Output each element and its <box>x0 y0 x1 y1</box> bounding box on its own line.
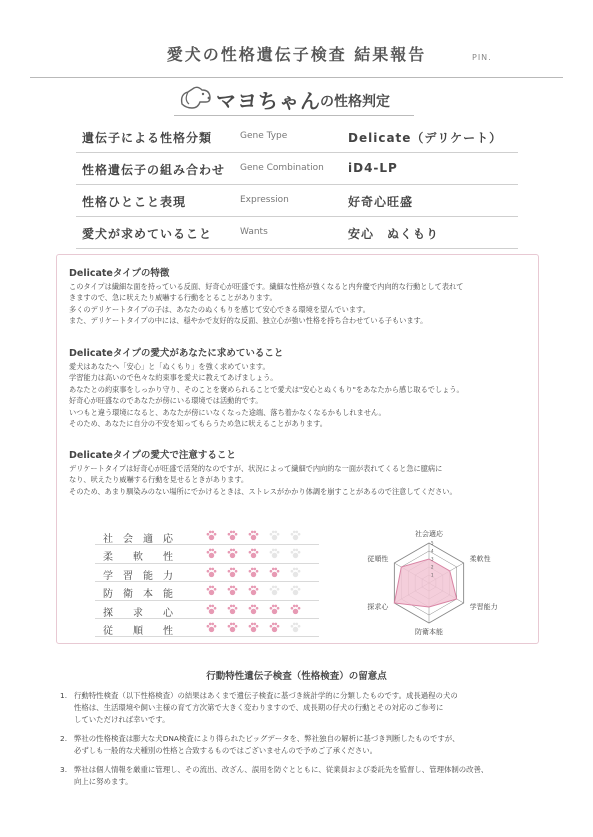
note-line: 弊社は個人情報を厳重に管理し、その流出、改ざん、誤用を防ぐとともに、従業員および委託先を監督し、管理体制の改善、 <box>74 765 489 774</box>
report-header <box>0 0 593 78</box>
expression-row <box>76 185 518 217</box>
dog-name: マヨちゃん <box>216 89 321 113</box>
row-label-en: Gene Combination <box>240 163 324 173</box>
note-number: 1. <box>60 691 68 700</box>
note-line: 性格は、生活環境や飼い主様の育て方次第で大きく変わりますので、成長期の仔犬の行動とその対応のご参考に <box>74 703 444 712</box>
paw-rating <box>205 621 302 634</box>
radar-category-label: 探求心 <box>367 603 389 611</box>
trait-label: 従 順 性 <box>103 625 173 637</box>
notes-title: 行動特性遺伝子検査（性格検査）の留意点 <box>206 671 387 682</box>
dog-icon <box>176 84 214 114</box>
trait-score-table <box>95 527 319 637</box>
row-label: 性格ひとこと表現 <box>82 195 187 209</box>
text-line: きますので、急に吠えたり威嚇する行動をとることがあります。 <box>69 293 277 303</box>
text-line: そのため、あなたに自分の不安を知ってもらうため急に吠えることがあります。 <box>69 419 327 429</box>
trait-label: 社 会 適 応 <box>103 534 173 545</box>
paw-rating <box>205 603 302 616</box>
paw-icon <box>268 603 281 616</box>
note-number: 2. <box>60 734 68 743</box>
paw-icon <box>205 529 218 542</box>
text-line: 好奇心が旺盛なのであなたが傍にいる環境では活動的です。 <box>69 396 263 406</box>
dog-name-heading <box>0 82 593 118</box>
trait-row <box>95 545 319 563</box>
row-label: 性格遺伝子の組み合わせ <box>82 163 226 177</box>
paw-icon <box>226 584 239 597</box>
hero-divider <box>174 115 414 116</box>
result-summary-table <box>76 121 518 249</box>
row-label-en: Gene Type <box>240 131 288 141</box>
text-line: なり、吠えたり威嚇する行動を見せるときがあります。 <box>69 475 249 485</box>
text-line: いつもと違う環境になると、あなたが傍にいなくなった途端、落ち着かなくなるかもしれません。 <box>69 407 386 417</box>
pin-label: PIN. <box>472 53 492 62</box>
paw-icon <box>289 621 302 634</box>
paw-icon <box>205 621 218 634</box>
paw-icon <box>205 547 218 560</box>
gene-combination-row <box>76 153 518 185</box>
radar-category-label: 従順性 <box>367 555 389 563</box>
paw-icon <box>268 584 281 597</box>
paw-icon <box>289 547 302 560</box>
paw-icon <box>268 621 281 634</box>
row-value: iD4-LP <box>348 161 398 175</box>
text-line: デリケートタイプは好奇心が旺盛で活発的なのですが、状況によって繊細で内向的な一面が表れてくると急に臆病に <box>69 464 443 473</box>
radar-category-label: 防衛本能 <box>415 628 443 636</box>
paw-rating <box>205 547 302 560</box>
radar-tick-label: 2 <box>431 564 434 570</box>
trait-label: 柔 軟 性 <box>103 552 173 564</box>
paw-icon <box>247 547 260 560</box>
trait-row <box>95 601 319 619</box>
paw-icon <box>268 566 281 579</box>
text-line: そのため、あまり馴染みのない場所にでかけるときは、ストレスがかかり体調を崩すことがあるので注意してください。 <box>69 486 457 496</box>
paw-icon <box>205 566 218 579</box>
text-line: あなたとの約束事をしっかり守り、そのことを褒められることで愛犬は"安心とぬくもり"をあなたから感じ取るでしょう。 <box>69 384 464 394</box>
gene-type-row <box>76 121 518 153</box>
paw-rating <box>205 584 302 597</box>
trait-label: 防 衛 本 能 <box>103 589 173 601</box>
header-divider <box>30 77 563 78</box>
note-line: 弊社の性格検査は膨大な犬DNA検査により得られたビッグデータを、弊社独自の解析に基づき判断したものですが、 <box>74 734 460 743</box>
section-body-features <box>69 281 531 327</box>
text-line: 愛犬はあなたへ「安心」と「ぬくもり」を強く求めています。 <box>69 362 270 371</box>
section-title-features: Delicateタイプの特徴 <box>69 268 170 279</box>
note-line: 向上に努めます。 <box>74 777 133 786</box>
text-line: また、デリケートタイプの中には、穏やかで友好的な反面、独立心が強い性格を持ち合わせている子もいます。 <box>69 316 428 326</box>
radar-tick-label: 5 <box>431 540 434 546</box>
note-line: 行動特性検査（以下性格検査）の結果はあくまで遺伝子検査に基づき統計学的に分類したものです。成長過程の犬の <box>74 691 458 700</box>
paw-rating <box>205 566 302 579</box>
paw-icon <box>247 529 260 542</box>
paw-icon <box>226 547 239 560</box>
paw-icon <box>205 584 218 597</box>
row-label-en: Expression <box>240 195 289 205</box>
paw-icon <box>289 566 302 579</box>
report-title: 愛犬の性格遺伝子検査 結果報告 <box>166 45 427 64</box>
text-line: 学習能力は高いので色々な約束事を愛犬に教えてあげましょう。 <box>69 373 278 383</box>
note-item <box>60 733 540 757</box>
section-body-wants <box>69 361 531 429</box>
trait-label: 探 求 心 <box>103 607 173 619</box>
paw-rating <box>205 529 302 542</box>
row-value: Delicate（デリケート） <box>348 131 503 145</box>
radar-tick-label: 4 <box>431 548 434 554</box>
paw-icon <box>289 529 302 542</box>
paw-icon <box>268 529 281 542</box>
note-item <box>60 764 540 788</box>
radar-tick-label: 1 <box>431 572 434 578</box>
paw-icon <box>205 603 218 616</box>
trait-row <box>95 582 319 600</box>
paw-icon <box>226 529 239 542</box>
trait-label: 学 習 能 力 <box>103 570 173 582</box>
section-body-cautions <box>69 463 531 497</box>
radar-category-label: 柔軟性 <box>469 555 491 563</box>
row-label-en: Wants <box>240 227 268 237</box>
paw-icon <box>226 566 239 579</box>
note-number: 3. <box>60 765 68 774</box>
paw-icon <box>247 566 260 579</box>
section-title-wants: Delicateタイプの愛犬があなたに求めていること <box>69 348 284 359</box>
paw-icon <box>268 547 281 560</box>
personality-judgement-label: の性格判定 <box>320 94 390 110</box>
note-line: していただければ幸いです。 <box>74 715 170 724</box>
text-line: 多くのデリケートタイプの子は、あなたのぬくもりを感じて安心できる環境を望んでいます。 <box>69 304 370 314</box>
radar-data-area <box>394 556 456 607</box>
row-label: 遺伝子による性格分類 <box>82 131 213 145</box>
personality-radar-chart <box>327 517 532 642</box>
text-line: このタイプは繊細な面を持っている反面、好奇心が旺盛です。繊細な性格が強くなると内弁慶で内向的な行動として表れて <box>69 282 464 291</box>
trait-row <box>95 619 319 637</box>
paw-icon <box>247 621 260 634</box>
paw-icon <box>247 584 260 597</box>
radar-category-label: 社会適応 <box>415 530 443 538</box>
trait-row <box>95 527 319 545</box>
row-label: 愛犬が求めていること <box>82 227 213 241</box>
note-line: 必ずしも一般的な犬種別の性格と合致するものではございませんので予めご了承ください。 <box>74 746 378 755</box>
paw-icon <box>289 603 302 616</box>
paw-icon <box>289 584 302 597</box>
radar-tick-label: 3 <box>431 556 434 562</box>
notes-list <box>60 690 540 795</box>
wants-row <box>76 217 518 249</box>
paw-icon <box>247 603 260 616</box>
radar-category-label: 学習能力 <box>469 603 498 611</box>
paw-icon <box>226 621 239 634</box>
section-title-cautions: Delicateタイプの愛犬で注意すること <box>69 450 236 461</box>
type-description-panel <box>56 254 539 644</box>
row-value: 安心 ぬくもり <box>348 227 440 241</box>
row-value: 好奇心旺盛 <box>348 195 414 209</box>
paw-icon <box>226 603 239 616</box>
trait-row <box>95 564 319 582</box>
note-item <box>60 690 540 726</box>
